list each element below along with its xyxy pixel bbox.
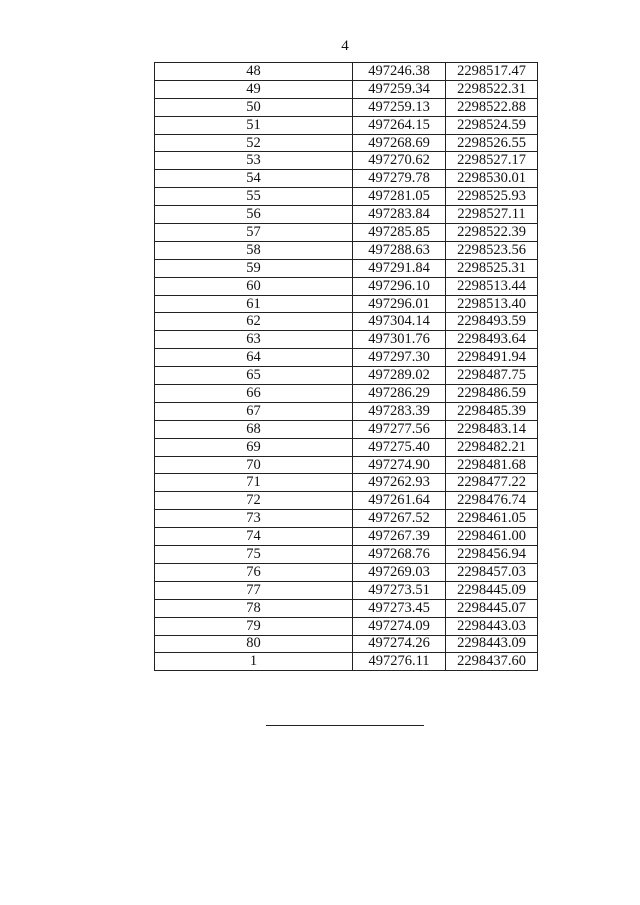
y-coordinate-cell: 2298457.03 <box>446 563 538 581</box>
y-coordinate-cell: 2298445.09 <box>446 581 538 599</box>
point-number-cell: 48 <box>155 63 353 81</box>
table-row <box>155 188 538 206</box>
point-number-cell: 74 <box>155 528 353 546</box>
y-coordinate-cell: 2298481.68 <box>446 456 538 474</box>
table-row <box>155 259 538 277</box>
y-coordinate-cell: 2298522.88 <box>446 98 538 116</box>
x-coordinate-cell: 497267.52 <box>353 510 446 528</box>
x-coordinate-cell: 497277.56 <box>353 420 446 438</box>
x-coordinate-cell: 497259.34 <box>353 80 446 98</box>
y-coordinate-cell: 2298525.31 <box>446 259 538 277</box>
x-coordinate-cell: 497296.10 <box>353 277 446 295</box>
x-coordinate-cell: 497283.84 <box>353 206 446 224</box>
x-coordinate-cell: 497262.93 <box>353 474 446 492</box>
table-row <box>155 331 538 349</box>
x-coordinate-cell: 497285.85 <box>353 224 446 242</box>
y-coordinate-cell: 2298513.44 <box>446 277 538 295</box>
table-row <box>155 349 538 367</box>
y-coordinate-cell: 2298525.93 <box>446 188 538 206</box>
x-coordinate-cell: 497275.40 <box>353 438 446 456</box>
point-number-cell: 68 <box>155 420 353 438</box>
table-row <box>155 170 538 188</box>
point-number-cell: 62 <box>155 313 353 331</box>
table-row <box>155 313 538 331</box>
point-number-cell: 58 <box>155 241 353 259</box>
table-row <box>155 492 538 510</box>
x-coordinate-cell: 497268.76 <box>353 546 446 564</box>
y-coordinate-cell: 2298526.55 <box>446 134 538 152</box>
point-number-cell: 61 <box>155 295 353 313</box>
point-number-cell: 80 <box>155 635 353 653</box>
y-coordinate-cell: 2298483.14 <box>446 420 538 438</box>
y-coordinate-cell: 2298461.00 <box>446 528 538 546</box>
y-coordinate-cell: 2298522.31 <box>446 80 538 98</box>
x-coordinate-cell: 497281.05 <box>353 188 446 206</box>
x-coordinate-cell: 497286.29 <box>353 385 446 403</box>
x-coordinate-cell: 497279.78 <box>353 170 446 188</box>
point-number-cell: 64 <box>155 349 353 367</box>
table-row <box>155 134 538 152</box>
y-coordinate-cell: 2298445.07 <box>446 599 538 617</box>
table-row <box>155 456 538 474</box>
table-row <box>155 295 538 313</box>
x-coordinate-cell: 497288.63 <box>353 241 446 259</box>
x-coordinate-cell: 497246.38 <box>353 63 446 81</box>
table-row <box>155 385 538 403</box>
point-number-cell: 70 <box>155 456 353 474</box>
y-coordinate-cell: 2298437.60 <box>446 653 538 671</box>
point-number-cell: 51 <box>155 116 353 134</box>
y-coordinate-cell: 2298461.05 <box>446 510 538 528</box>
x-coordinate-cell: 497274.90 <box>353 456 446 474</box>
y-coordinate-cell: 2298493.59 <box>446 313 538 331</box>
x-coordinate-cell: 497259.13 <box>353 98 446 116</box>
y-coordinate-cell: 2298485.39 <box>446 402 538 420</box>
y-coordinate-cell: 2298517.47 <box>446 63 538 81</box>
point-number-cell: 55 <box>155 188 353 206</box>
y-coordinate-cell: 2298522.39 <box>446 224 538 242</box>
x-coordinate-cell: 497297.30 <box>353 349 446 367</box>
point-number-cell: 56 <box>155 206 353 224</box>
coordinates-table <box>154 62 538 671</box>
point-number-cell: 54 <box>155 170 353 188</box>
y-coordinate-cell: 2298491.94 <box>446 349 538 367</box>
x-coordinate-cell: 497274.26 <box>353 635 446 653</box>
point-number-cell: 60 <box>155 277 353 295</box>
table-row <box>155 241 538 259</box>
table-row <box>155 635 538 653</box>
table-row <box>155 563 538 581</box>
point-number-cell: 78 <box>155 599 353 617</box>
table-row <box>155 80 538 98</box>
point-number-cell: 57 <box>155 224 353 242</box>
table-row <box>155 510 538 528</box>
y-coordinate-cell: 2298513.40 <box>446 295 538 313</box>
y-coordinate-cell: 2298456.94 <box>446 546 538 564</box>
x-coordinate-cell: 497273.45 <box>353 599 446 617</box>
y-coordinate-cell: 2298486.59 <box>446 385 538 403</box>
x-coordinate-cell: 497269.03 <box>353 563 446 581</box>
table-row <box>155 420 538 438</box>
table-row <box>155 581 538 599</box>
x-coordinate-cell: 497296.01 <box>353 295 446 313</box>
y-coordinate-cell: 2298477.22 <box>446 474 538 492</box>
y-coordinate-cell: 2298482.21 <box>446 438 538 456</box>
point-number-cell: 69 <box>155 438 353 456</box>
point-number-cell: 71 <box>155 474 353 492</box>
table-row <box>155 546 538 564</box>
coordinates-table-body <box>155 63 538 671</box>
point-number-cell: 53 <box>155 152 353 170</box>
table-row <box>155 206 538 224</box>
table-row <box>155 152 538 170</box>
x-coordinate-cell: 497291.84 <box>353 259 446 277</box>
point-number-cell: 79 <box>155 617 353 635</box>
point-number-cell: 75 <box>155 546 353 564</box>
point-number-cell: 59 <box>155 259 353 277</box>
y-coordinate-cell: 2298527.17 <box>446 152 538 170</box>
y-coordinate-cell: 2298493.64 <box>446 331 538 349</box>
point-number-cell: 65 <box>155 367 353 385</box>
y-coordinate-cell: 2298443.03 <box>446 617 538 635</box>
y-coordinate-cell: 2298523.56 <box>446 241 538 259</box>
point-number-cell: 67 <box>155 402 353 420</box>
x-coordinate-cell: 497261.64 <box>353 492 446 510</box>
table-row <box>155 116 538 134</box>
table-row <box>155 402 538 420</box>
table-row <box>155 63 538 81</box>
y-coordinate-cell: 2298527.11 <box>446 206 538 224</box>
table-row <box>155 474 538 492</box>
y-coordinate-cell: 2298487.75 <box>446 367 538 385</box>
table-row <box>155 438 538 456</box>
y-coordinate-cell: 2298530.01 <box>446 170 538 188</box>
point-number-cell: 66 <box>155 385 353 403</box>
point-number-cell: 63 <box>155 331 353 349</box>
y-coordinate-cell: 2298443.09 <box>446 635 538 653</box>
x-coordinate-cell: 497283.39 <box>353 402 446 420</box>
table-row <box>155 367 538 385</box>
table-row <box>155 98 538 116</box>
x-coordinate-cell: 497270.62 <box>353 152 446 170</box>
y-coordinate-cell: 2298476.74 <box>446 492 538 510</box>
table-row <box>155 528 538 546</box>
point-number-cell: 52 <box>155 134 353 152</box>
table-row <box>155 224 538 242</box>
x-coordinate-cell: 497289.02 <box>353 367 446 385</box>
point-number-cell: 50 <box>155 98 353 116</box>
x-coordinate-cell: 497276.11 <box>353 653 446 671</box>
end-divider-line <box>266 725 424 726</box>
table-row <box>155 653 538 671</box>
x-coordinate-cell: 497301.76 <box>353 331 446 349</box>
y-coordinate-cell: 2298524.59 <box>446 116 538 134</box>
point-number-cell: 72 <box>155 492 353 510</box>
x-coordinate-cell: 497268.69 <box>353 134 446 152</box>
point-number-cell: 77 <box>155 581 353 599</box>
x-coordinate-cell: 497274.09 <box>353 617 446 635</box>
table-row <box>155 599 538 617</box>
point-number-cell: 49 <box>155 80 353 98</box>
page-number: 4 <box>341 38 349 54</box>
table-row <box>155 617 538 635</box>
x-coordinate-cell: 497267.39 <box>353 528 446 546</box>
point-number-cell: 1 <box>155 653 353 671</box>
x-coordinate-cell: 497264.15 <box>353 116 446 134</box>
x-coordinate-cell: 497273.51 <box>353 581 446 599</box>
x-coordinate-cell: 497304.14 <box>353 313 446 331</box>
point-number-cell: 73 <box>155 510 353 528</box>
table-row <box>155 277 538 295</box>
point-number-cell: 76 <box>155 563 353 581</box>
